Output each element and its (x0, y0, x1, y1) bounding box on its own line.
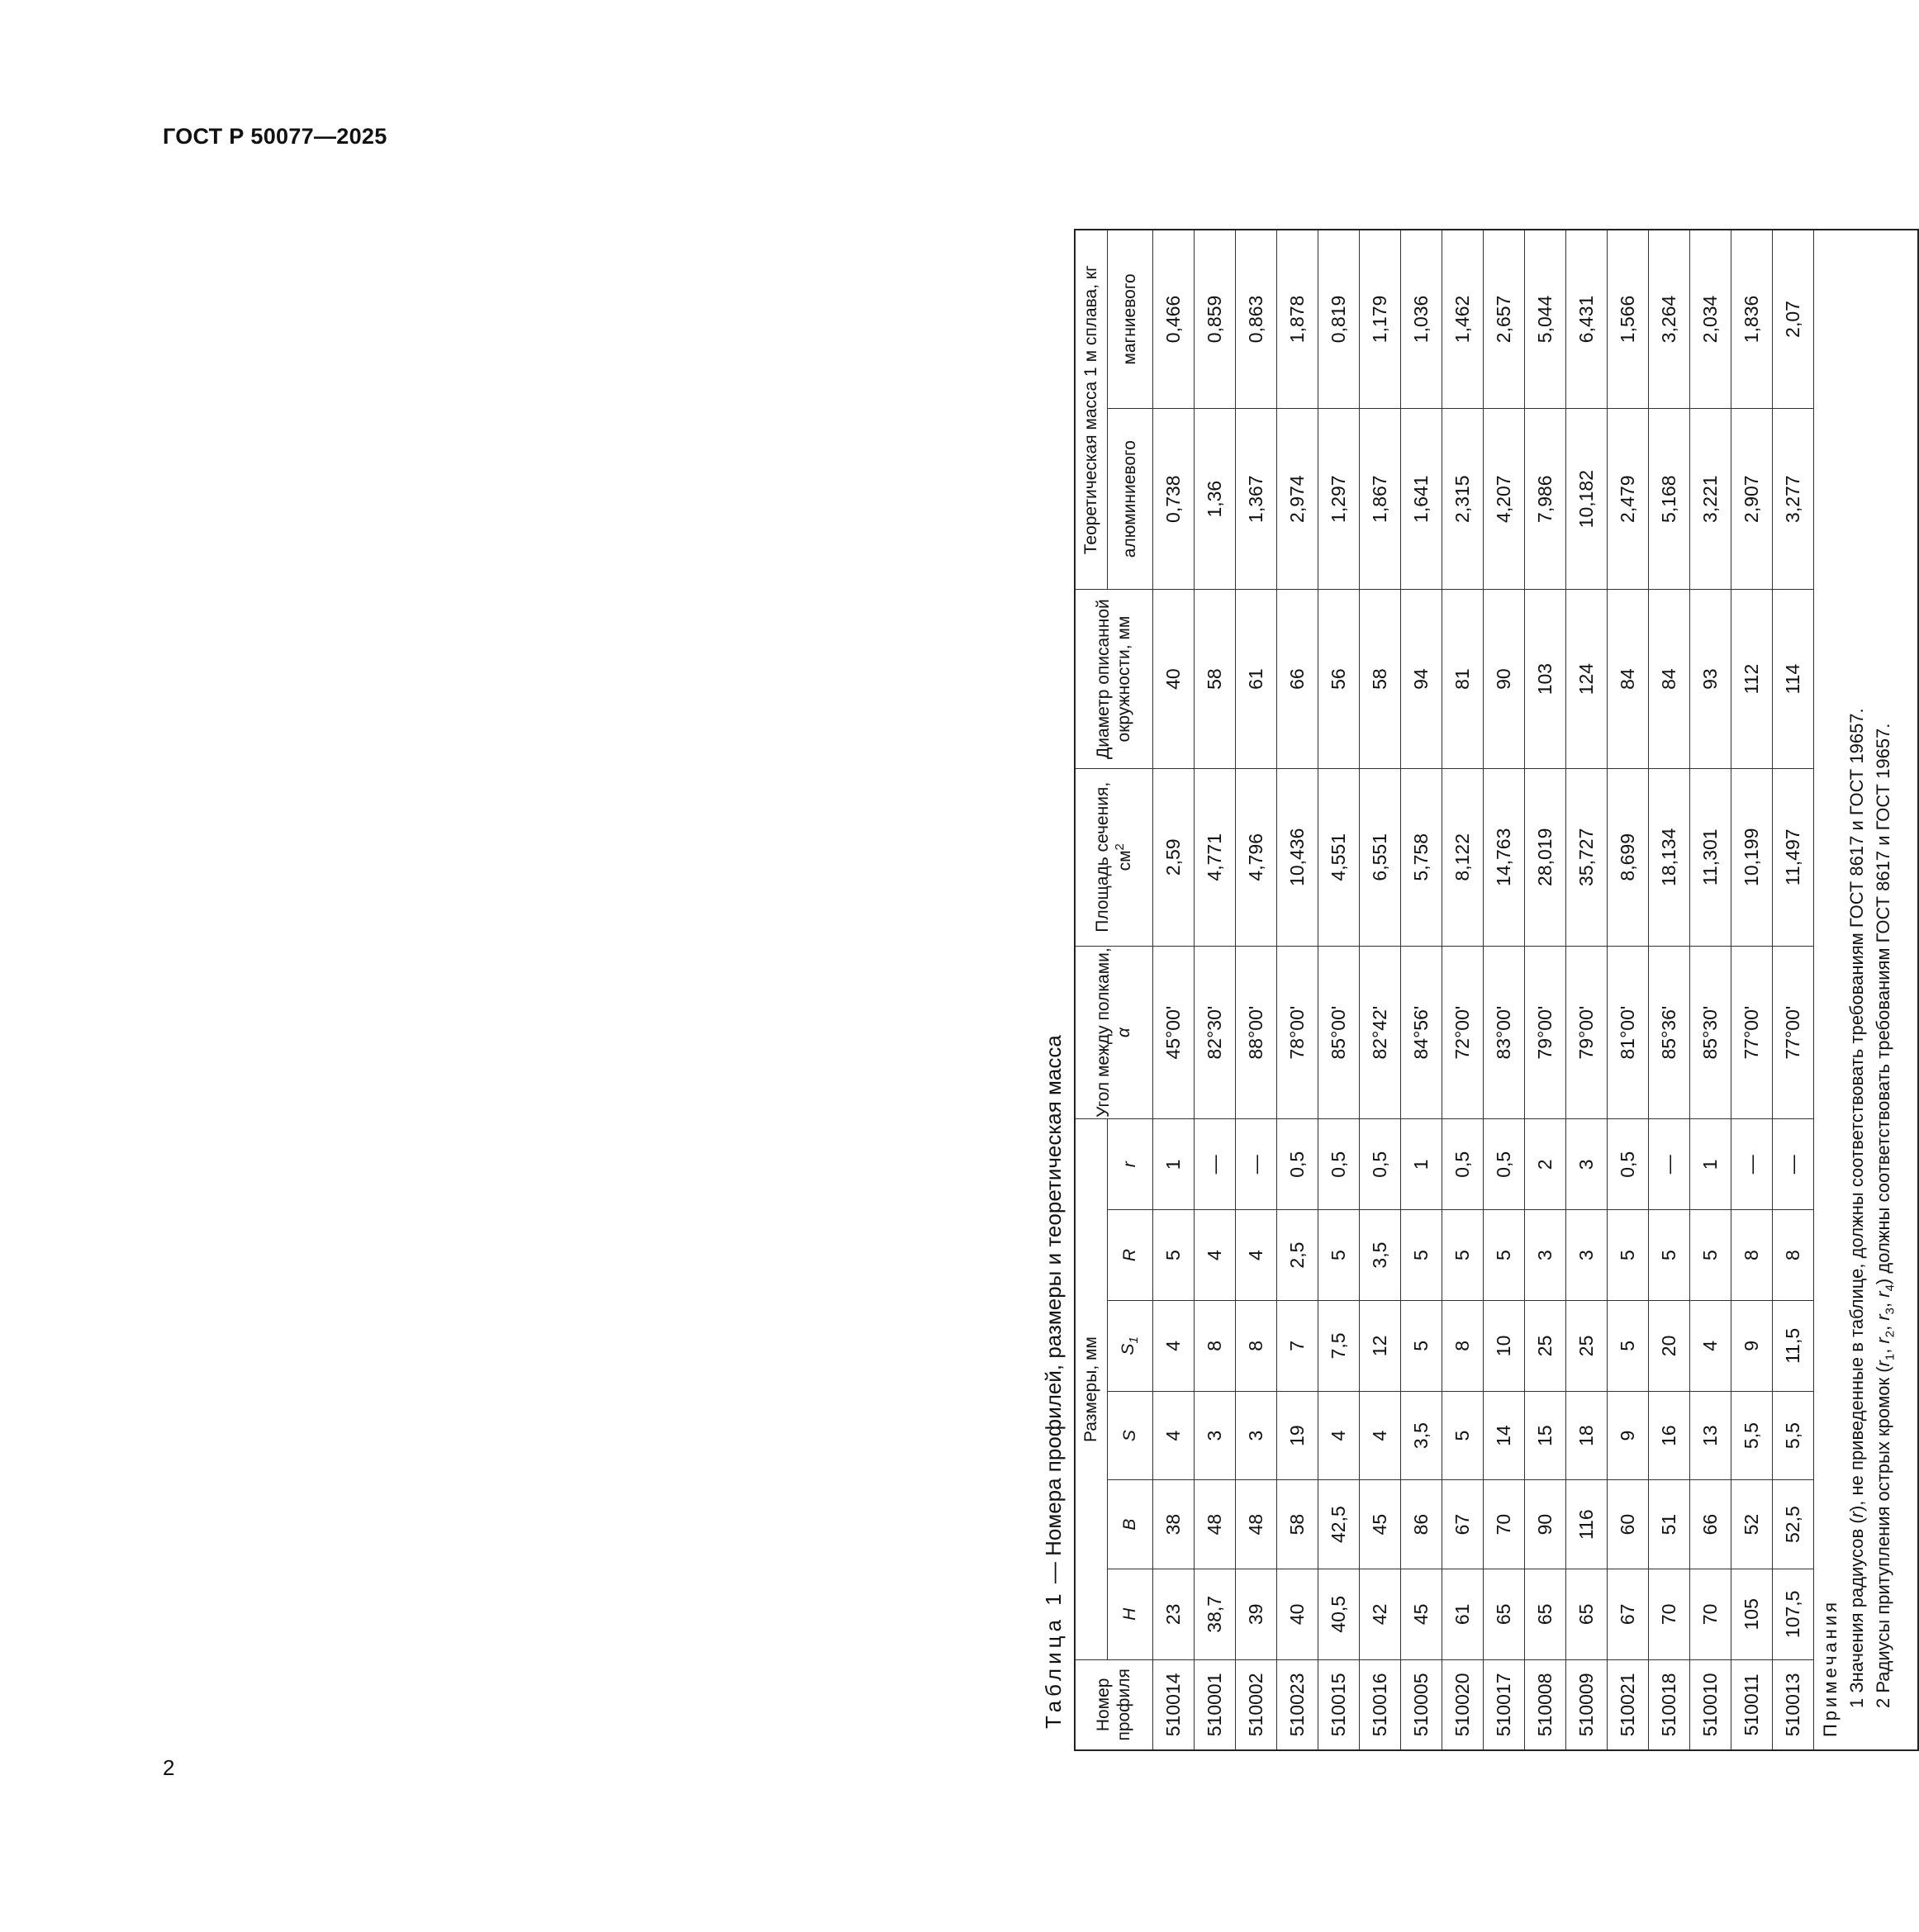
cell-S: 15 (1525, 1391, 1566, 1480)
cell-S1: 8 (1442, 1300, 1484, 1391)
cell-H: 39 (1236, 1569, 1277, 1659)
cell-R: 2,5 (1277, 1210, 1318, 1301)
cell-mass-aluminium: 10,182 (1566, 408, 1608, 590)
cell-R: 5 (1318, 1210, 1360, 1301)
header-angle (1075, 946, 1153, 1119)
cell-diameter: 114 (1773, 590, 1814, 768)
cell-S1: 7 (1277, 1300, 1318, 1391)
header-profile-number: Номер профиля (1075, 1659, 1153, 1750)
cell-diameter: 84 (1649, 590, 1690, 768)
table-row (1566, 230, 1608, 1750)
cell-R: 5 (1484, 1210, 1525, 1301)
header-area-sup: 2 (1113, 843, 1127, 851)
cell-R: 4 (1236, 1210, 1277, 1301)
cell-r: 3 (1566, 1119, 1608, 1210)
cell-diameter: 84 (1608, 590, 1649, 768)
cell-area: 4,796 (1236, 768, 1277, 946)
cell-area: 10,199 (1731, 768, 1773, 946)
cell-mass-aluminium: 3,221 (1690, 408, 1731, 590)
notes-row (1814, 230, 1919, 1750)
cell-mass-aluminium: 4,207 (1484, 408, 1525, 590)
cell-r: 0,5 (1318, 1119, 1360, 1210)
cell-S1: 5 (1401, 1300, 1442, 1391)
cell-area: 35,727 (1566, 768, 1608, 946)
table-row (1360, 230, 1401, 1750)
cell-profile-number: 510014 (1153, 1659, 1195, 1750)
cell-mass-aluminium: 1,367 (1236, 408, 1277, 590)
table-row (1608, 230, 1649, 1750)
cell-r: 1 (1401, 1119, 1442, 1210)
note-2-part: 2 Радиусы притупления острых кромок ( (1873, 1366, 1893, 1708)
cell-H: 70 (1649, 1569, 1690, 1659)
cell-mass-aluminium: 1,36 (1195, 408, 1236, 590)
table-row (1236, 230, 1277, 1750)
header-angle-text: Угол между полками, (1094, 947, 1114, 1118)
cell-S: 14 (1484, 1391, 1525, 1480)
cell-mass-aluminium: 1,297 (1318, 408, 1360, 590)
note-1-symbol: r (1846, 1512, 1867, 1518)
cell-angle: 84°56' (1401, 946, 1442, 1119)
cell-R: 4 (1195, 1210, 1236, 1301)
notes-title: Примечания (1820, 1598, 1841, 1737)
cell-r: — (1731, 1119, 1773, 1210)
cell-angle: 81°00' (1608, 946, 1649, 1119)
header-H: H (1108, 1569, 1153, 1659)
cell-B: 67 (1442, 1480, 1484, 1569)
table-caption (1041, 1035, 1066, 1729)
cell-angle: 77°00' (1773, 946, 1814, 1119)
cell-r: — (1236, 1119, 1277, 1210)
table-row (1318, 230, 1360, 1750)
cell-B: 48 (1195, 1480, 1236, 1569)
cell-angle: 79°00' (1525, 946, 1566, 1119)
cell-S: 4 (1318, 1391, 1360, 1480)
cell-mass-aluminium: 0,738 (1153, 408, 1195, 590)
cell-mass-magnesium: 2,657 (1484, 230, 1525, 408)
cell-B: 45 (1360, 1480, 1401, 1569)
table-header-row-1 (1075, 230, 1108, 1750)
cell-area: 4,551 (1318, 768, 1360, 946)
cell-mass-magnesium: 0,859 (1195, 230, 1236, 408)
header-B: B (1108, 1480, 1153, 1569)
cell-profile-number: 510016 (1360, 1659, 1401, 1750)
cell-R: 5 (1690, 1210, 1731, 1301)
cell-S: 19 (1277, 1391, 1318, 1480)
cell-mass-magnesium: 0,863 (1236, 230, 1277, 408)
cell-H: 65 (1525, 1569, 1566, 1659)
cell-R: 3,5 (1360, 1210, 1401, 1301)
header-S1-text: S (1119, 1343, 1138, 1355)
cell-S: 3,5 (1401, 1391, 1442, 1480)
note-1-part: 1 Значения радиусов ( (1846, 1517, 1867, 1708)
note-1 (1844, 230, 1870, 1737)
cell-mass-magnesium: 1,878 (1277, 230, 1318, 408)
header-mass-magnesium: магниевого (1108, 230, 1153, 408)
table-caption-label: Таблица 1 (1041, 1589, 1066, 1729)
cell-mass-magnesium: 0,819 (1318, 230, 1360, 408)
cell-mass-aluminium: 1,641 (1401, 408, 1442, 590)
cell-mass-magnesium: 1,566 (1608, 230, 1649, 408)
cell-r: — (1649, 1119, 1690, 1210)
table-row (1153, 230, 1195, 1750)
cell-diameter: 93 (1690, 590, 1731, 768)
document-header: ГОСТ Р 50077—2025 (163, 124, 387, 149)
cell-r: 0,5 (1277, 1119, 1318, 1210)
cell-angle: 83°00' (1484, 946, 1525, 1119)
cell-H: 38,7 (1195, 1569, 1236, 1659)
cell-R: 5 (1608, 1210, 1649, 1301)
cell-R: 3 (1525, 1210, 1566, 1301)
cell-H: 107,5 (1773, 1569, 1814, 1659)
table-body (1153, 230, 1814, 1750)
cell-profile-number: 510005 (1401, 1659, 1442, 1750)
note-2-symbol: r (1873, 1337, 1893, 1344)
cell-profile-number: 510020 (1442, 1659, 1484, 1750)
cell-S: 9 (1608, 1391, 1649, 1480)
cell-S1: 25 (1525, 1300, 1566, 1391)
table-row (1690, 230, 1731, 1750)
table-row (1195, 230, 1236, 1750)
cell-H: 105 (1731, 1569, 1773, 1659)
cell-mass-magnesium: 0,466 (1153, 230, 1195, 408)
cell-mass-aluminium: 7,986 (1525, 408, 1566, 590)
cell-diameter: 58 (1195, 590, 1236, 768)
cell-H: 40,5 (1318, 1569, 1360, 1659)
header-diameter: Диаметр описанной окружности, мм (1075, 590, 1153, 768)
cell-B: 90 (1525, 1480, 1566, 1569)
cell-profile-number: 510021 (1608, 1659, 1649, 1750)
cell-S1: 4 (1690, 1300, 1731, 1391)
cell-r: 1 (1153, 1119, 1195, 1210)
table-row (1773, 230, 1814, 1750)
cell-diameter: 90 (1484, 590, 1525, 768)
note-2-sub: 1 (1883, 1353, 1898, 1361)
cell-area: 4,771 (1195, 768, 1236, 946)
cell-H: 40 (1277, 1569, 1318, 1659)
cell-angle: 85°36' (1649, 946, 1690, 1119)
cell-mass-magnesium: 5,044 (1525, 230, 1566, 408)
rotated-table-frame (1033, 91, 1898, 1759)
cell-mass-magnesium: 2,034 (1690, 230, 1731, 408)
cell-mass-aluminium: 2,974 (1277, 408, 1318, 590)
page-number: 2 (163, 1755, 175, 1780)
cell-H: 45 (1401, 1569, 1442, 1659)
cell-mass-aluminium: 2,907 (1731, 408, 1773, 590)
cell-mass-aluminium: 3,277 (1773, 408, 1814, 590)
cell-angle: 78°00' (1277, 946, 1318, 1119)
cell-diameter: 56 (1318, 590, 1360, 768)
header-dimensions: Размеры, мм (1075, 1119, 1108, 1659)
cell-profile-number: 510017 (1484, 1659, 1525, 1750)
cell-angle: 79°00' (1566, 946, 1608, 1119)
cell-S1: 20 (1649, 1300, 1690, 1391)
cell-area: 2,59 (1153, 768, 1195, 946)
cell-angle: 85°30' (1690, 946, 1731, 1119)
cell-R: 5 (1649, 1210, 1690, 1301)
cell-diameter: 58 (1360, 590, 1401, 768)
cell-S1: 8 (1236, 1300, 1277, 1391)
cell-B: 42,5 (1318, 1480, 1360, 1569)
cell-R: 5 (1153, 1210, 1195, 1301)
cell-diameter: 66 (1277, 590, 1318, 768)
cell-S: 13 (1690, 1391, 1731, 1480)
table-row (1649, 230, 1690, 1750)
cell-r: 0,5 (1608, 1119, 1649, 1210)
cell-mass-magnesium: 1,036 (1401, 230, 1442, 408)
note-2-sep: , (1873, 1320, 1893, 1331)
header-mass: Теоретическая масса 1 м сплава, кг (1075, 230, 1108, 590)
header-S: S (1108, 1391, 1153, 1480)
cell-profile-number: 510015 (1318, 1659, 1360, 1750)
cell-profile-number: 510023 (1277, 1659, 1318, 1750)
cell-area: 28,019 (1525, 768, 1566, 946)
cell-H: 65 (1484, 1569, 1525, 1659)
cell-mass-magnesium: 1,836 (1731, 230, 1773, 408)
table-row (1525, 230, 1566, 1750)
cell-S: 4 (1153, 1391, 1195, 1480)
cell-profile-number: 510013 (1773, 1659, 1814, 1750)
cell-r: 1 (1690, 1119, 1731, 1210)
cell-H: 65 (1566, 1569, 1608, 1659)
cell-angle: 72°00' (1442, 946, 1484, 1119)
table-row (1401, 230, 1442, 1750)
cell-H: 70 (1690, 1569, 1731, 1659)
header-S1-sub: 1 (1127, 1336, 1142, 1344)
note-2-sub: 3 (1883, 1307, 1898, 1315)
cell-profile-number: 510008 (1525, 1659, 1566, 1750)
cell-S: 5 (1442, 1391, 1484, 1480)
cell-S: 16 (1649, 1391, 1690, 1480)
cell-angle: 45°00' (1153, 946, 1195, 1119)
header-mass-aluminium: алюминиевого (1108, 408, 1153, 590)
cell-B: 58 (1277, 1480, 1318, 1569)
cell-r: 0,5 (1360, 1119, 1401, 1210)
cell-H: 61 (1442, 1569, 1484, 1659)
cell-mass-magnesium: 3,264 (1649, 230, 1690, 408)
cell-profile-number: 510010 (1690, 1659, 1731, 1750)
cell-S1: 25 (1566, 1300, 1608, 1391)
cell-angle: 85°00' (1318, 946, 1360, 1119)
cell-diameter: 103 (1525, 590, 1566, 768)
cell-mass-aluminium: 1,867 (1360, 408, 1401, 590)
cell-mass-aluminium: 2,315 (1442, 408, 1484, 590)
table-caption-text: — Номера профилей, размеры и теоретическая масса (1041, 1035, 1066, 1590)
header-area (1075, 768, 1153, 946)
cell-R: 5 (1442, 1210, 1484, 1301)
profiles-table (1074, 229, 1919, 1751)
cell-area: 10,436 (1277, 768, 1318, 946)
cell-mass-magnesium: 2,07 (1773, 230, 1814, 408)
cell-diameter: 94 (1401, 590, 1442, 768)
cell-B: 38 (1153, 1480, 1195, 1569)
note-2-sep: , (1873, 1343, 1893, 1354)
table-row (1484, 230, 1525, 1750)
cell-area: 5,758 (1401, 768, 1442, 946)
cell-S: 3 (1195, 1391, 1236, 1480)
cell-mass-magnesium: 1,462 (1442, 230, 1484, 408)
note-2-sub: 2 (1883, 1330, 1898, 1338)
cell-r: 0,5 (1484, 1119, 1525, 1210)
cell-S1: 10 (1484, 1300, 1525, 1391)
note-2-symbol: r (1873, 1291, 1893, 1298)
table-row (1731, 230, 1773, 1750)
cell-B: 116 (1566, 1480, 1608, 1569)
cell-H: 23 (1153, 1569, 1195, 1659)
note-2-symbol: r (1873, 1360, 1893, 1367)
cell-B: 51 (1649, 1480, 1690, 1569)
cell-r: — (1773, 1119, 1814, 1210)
cell-R: 5 (1401, 1210, 1442, 1301)
cell-area: 11,301 (1690, 768, 1731, 946)
cell-r: 0,5 (1442, 1119, 1484, 1210)
cell-area: 11,497 (1773, 768, 1814, 946)
cell-angle: 77°00' (1731, 946, 1773, 1119)
cell-diameter: 81 (1442, 590, 1484, 768)
note-2-symbol: r (1873, 1314, 1893, 1321)
note-1-part: ), не приведенные в таблице, должны соответствовать требованиям ГОСТ 8617 и ГОСТ 19657. (1846, 708, 1867, 1512)
cell-diameter: 40 (1153, 590, 1195, 768)
cell-profile-number: 510001 (1195, 1659, 1236, 1750)
header-R: R (1108, 1210, 1153, 1301)
cell-S1: 5 (1608, 1300, 1649, 1391)
cell-S: 3 (1236, 1391, 1277, 1480)
cell-mass-aluminium: 5,168 (1649, 408, 1690, 590)
cell-mass-magnesium: 1,179 (1360, 230, 1401, 408)
cell-S: 18 (1566, 1391, 1608, 1480)
cell-R: 8 (1731, 1210, 1773, 1301)
cell-S: 4 (1360, 1391, 1401, 1480)
cell-area: 8,122 (1442, 768, 1484, 946)
cell-S1: 12 (1360, 1300, 1401, 1391)
cell-profile-number: 510009 (1566, 1659, 1608, 1750)
cell-area: 14,763 (1484, 768, 1525, 946)
cell-S1: 11,5 (1773, 1300, 1814, 1391)
cell-diameter: 124 (1566, 590, 1608, 768)
note-2-part: ) должны соответствовать требованиям ГОСТ 8617 и ГОСТ 19657. (1873, 723, 1893, 1285)
cell-diameter: 112 (1731, 590, 1773, 768)
note-2-sep: , (1873, 1297, 1893, 1308)
cell-mass-aluminium: 2,479 (1608, 408, 1649, 590)
cell-S: 5,5 (1731, 1391, 1773, 1480)
cell-B: 52,5 (1773, 1480, 1814, 1569)
cell-R: 3 (1566, 1210, 1608, 1301)
cell-area: 8,699 (1608, 768, 1649, 946)
cell-S1: 7,5 (1318, 1300, 1360, 1391)
cell-S1: 4 (1153, 1300, 1195, 1391)
header-S1 (1108, 1300, 1153, 1391)
cell-profile-number: 510011 (1731, 1659, 1773, 1750)
cell-angle: 82°42' (1360, 946, 1401, 1119)
table-row (1277, 230, 1318, 1750)
header-angle-symbol: α (1114, 1028, 1133, 1038)
cell-angle: 88°00' (1236, 946, 1277, 1119)
cell-B: 60 (1608, 1480, 1649, 1569)
cell-area: 6,551 (1360, 768, 1401, 946)
cell-B: 66 (1690, 1480, 1731, 1569)
note-2-sub: 4 (1883, 1284, 1898, 1292)
cell-B: 52 (1731, 1480, 1773, 1569)
cell-H: 42 (1360, 1569, 1401, 1659)
cell-S1: 8 (1195, 1300, 1236, 1391)
cell-R: 8 (1773, 1210, 1814, 1301)
cell-r: — (1195, 1119, 1236, 1210)
table-row (1442, 230, 1484, 1750)
cell-B: 86 (1401, 1480, 1442, 1569)
cell-mass-magnesium: 6,431 (1566, 230, 1608, 408)
cell-H: 67 (1608, 1569, 1649, 1659)
cell-S: 5,5 (1773, 1391, 1814, 1480)
cell-B: 48 (1236, 1480, 1277, 1569)
header-r: r (1108, 1119, 1153, 1210)
cell-S1: 9 (1731, 1300, 1773, 1391)
cell-area: 18,134 (1649, 768, 1690, 946)
cell-B: 70 (1484, 1480, 1525, 1569)
cell-angle: 82°30' (1195, 946, 1236, 1119)
table-notes (1814, 230, 1919, 1750)
cell-r: 2 (1525, 1119, 1566, 1210)
cell-diameter: 61 (1236, 590, 1277, 768)
cell-profile-number: 510018 (1649, 1659, 1690, 1750)
header-area-text: Площадь сечения, см (1092, 781, 1134, 933)
cell-profile-number: 510002 (1236, 1659, 1277, 1750)
note-2 (1870, 230, 1903, 1737)
